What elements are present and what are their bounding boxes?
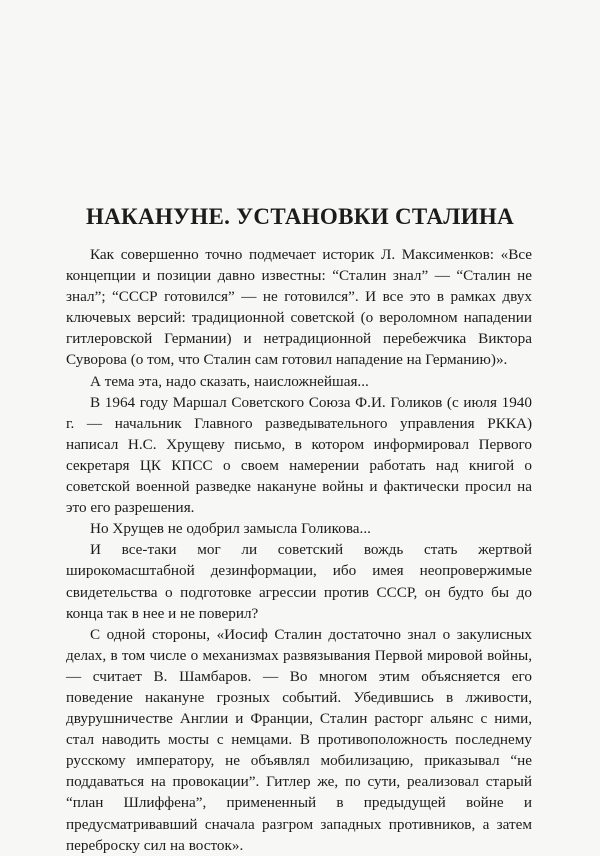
paragraph-4: Но Хрущев не одобрил замысла Голикова... <box>90 520 371 538</box>
paragraph-3: В 1964 году Маршал Советского Союза Ф.И. Голиков (с июля 1940 г. — начальник Главного разведывательного управления РККА) написал Н.С. Хрущеву письмо, в котором информировал Первого секретаря ЦК КПСС о своем намерении работать над книгой о советской военной разведке накануне войны и фактически просил на это его разрешения. <box>66 393 532 517</box>
paragraph-5: И все-таки мог ли советский вождь стать жертвой широкомасштабной дезинформации, ибо имея неопровержимые свидетельства о подготовке агрессии против СССР, он будто бы до конца так в нее и не поверил? <box>66 541 532 622</box>
paragraph-2: А тема эта, надо сказать, наисложнейшая... <box>90 372 369 390</box>
paragraph-6: С одной стороны, «Иосиф Сталин достаточно знал о закулисных делах, в том числе о механизмах развязывания Первой мировой войны, — считает В. Шамбаров. — Во многом этим объясняется его поведение накануне грозных событий. Убедившись в лживости, двурушничестве Англии и Франции, Сталин расторг альянс с ними, стал наводить мосты с немцами. В противоположность последнему русскому императору, не объявлял мобилизацию, приказывал “не поддаваться на провокации”. Гитлер же, по сути, реализовал старый “план Шлиффена”, примененный в предыдущей войне и предусматривавший сначала разгром западных противников, а затем переброску сил на восток». <box>66 625 532 854</box>
chapter-title: НАКАНУНЕ. УСТАНОВКИ СТАЛИНА <box>85 204 515 229</box>
paragraph-1: Как совершенно точно подмечает историк Л. Максименков: «Все концепции и позиции давно известны: “Сталин знал” — “Сталин не знал”; “СССР готовился” — не готовился”. И все это в рамках двух ключевых версий: традиционной советской (о вероломном нападении гитлеровской Германии) и нетрадиционной перебежчика Виктора Суворова (о том, что Сталин сам готовил нападение на Германию)». <box>66 246 532 369</box>
body-text <box>66 244 532 856</box>
